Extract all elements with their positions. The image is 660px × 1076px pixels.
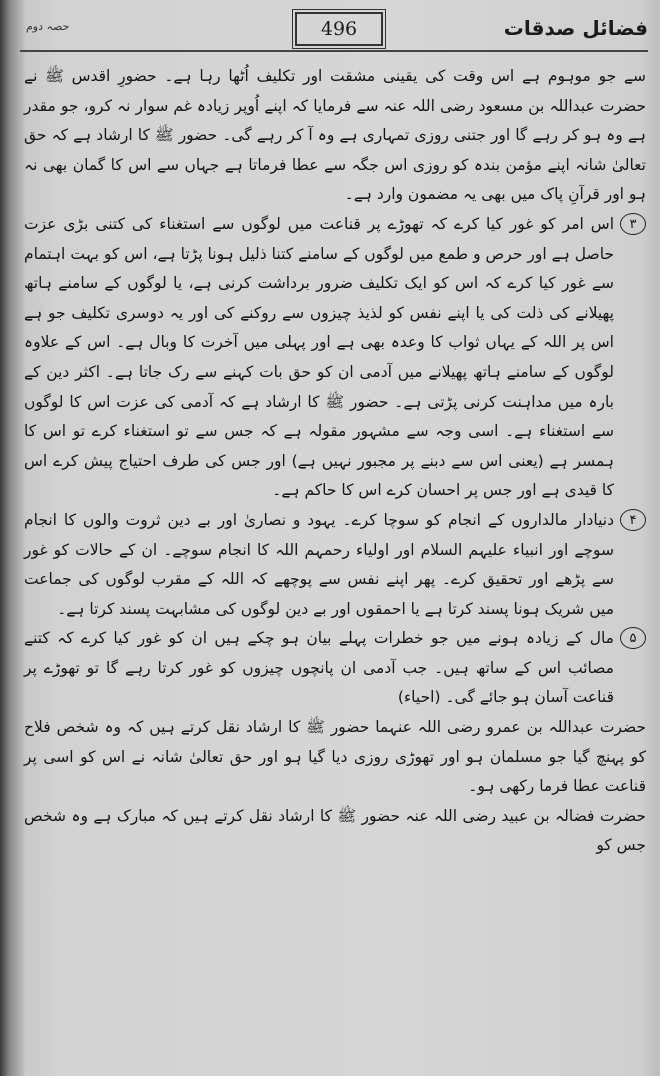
point-text: دنیادار مالداروں کے انجام کو سوچا کرے۔ یہود و نصاریٰ اور بے دین ثروت والوں کا انجام سوچے اور انبیاء علیہم السلام اور اولیاء رحمہم اللہ کا انجام سوچے۔ ان کے حالات کو غور سے پڑھے اور تحقیق کرے۔ پھر اپنے نفس سے پوچھے کہ اللہ کے مقرب لوگوں کی جماعت میں شریک ہونا پسند کرتا ہے یا احمقوں اور بے دین لوگوں کی مشابہت پسند کرتا ہے۔ <box>24 510 614 618</box>
header-divider <box>20 50 648 52</box>
point-5 <box>24 624 646 713</box>
point-3 <box>24 210 646 506</box>
part-label: حصہ دوم <box>26 20 70 33</box>
page-number: 496 <box>295 12 383 46</box>
running-title: فضائل صدقات <box>503 16 648 40</box>
point-4 <box>24 506 646 624</box>
hadith-paragraph-1: حضرت عبداللہ بن عمرو رضی اللہ عنہما حضور ﷺ کا ارشاد نقل کرتے ہیں کہ وہ شخص فلاح کو پہنچ گیا جو مسلمان ہو اور تھوڑی روزی دیا گیا ہو اور حق تعالیٰ شانہ نے اس کو اسی پر قناعت عطا فرما رکھی ہو۔ <box>24 718 646 796</box>
hadith-paragraph-2: حضرت فضالہ بن عبید رضی اللہ عنہ حضور ﷺ کا ارشاد نقل کرتے ہیں کہ مبارک ہے وہ شخص جس کو <box>24 806 646 855</box>
intro-paragraph: سے جو موہوم ہے اس وقت کی یقینی مشقت اور تکلیف اُٹھا رہا ہے۔ حضورِ اقدس ﷺ نے حضرت عبداللہ بن مسعود رضی اللہ عنہ سے فرمایا کہ اپنے اُوپر زیادہ غم سوار نہ کرو، جو مقدر ہے وہ ہو کر رہے گا اور جتنی روزی تمہاری ہے وہ آ کر رہے گی۔ حضور ﷺ کا ارشاد ہے کہ حق تعالیٰ شانہ اپنے مؤمن بندہ کو روزی اس جگہ سے عطا فرماتا ہے جہاں سے اس کا گمان بھی نہ ہو اور قرآنِ پاک میں بھی یہ مضمون وارد ہے۔ <box>24 67 646 204</box>
page-body <box>24 62 646 861</box>
point-text: مال کے زیادہ ہونے میں جو خطرات پہلے بیان ہو چکے ہیں ان کو غور کیا کرے کہ کتنے مصائب اس کے ساتھ ہیں۔ جب آدمی ان پانچوں چیزوں کو غور کرتا رہے گا تو تھوڑے پر قناعت آسان ہو جائے گی۔ (احیاء) <box>24 629 614 707</box>
point-number: ۴ <box>620 509 646 531</box>
point-number: ۳ <box>620 213 646 235</box>
point-number: ۵ <box>620 627 646 649</box>
point-text: اس امر کو غور کیا کرے کہ تھوڑے پر قناعت میں لوگوں سے استغناء کی کتنی بڑی عزت حاصل ہے اور حرص و طمع میں لوگوں کے سامنے کتنا ذلیل ہونا پڑتا ہے، اس کو بہت اہتمام سے غور کیا کرے کہ اس کو ایک تکلیف ضرور برداشت کرنی ہے، یا لوگوں کے سامنے ہاتھ پھیلانے کی ذلت کی یا اپنے نفس کو لذیذ چیزوں سے روکنے کی اور یہ دوسری تکلیف جو ہے اس پر اللہ کے یہاں ثواب کا وعدہ بھی ہے اور پہلی میں آخرت کا وبال ہے۔ اس کے علاوہ لوگوں کے سامنے ہاتھ پھیلانے میں آدمی ان کو حق بات کہنے سے رک جاتا ہے۔ اکثر دین کے بارہ میں مداہنت کرنی پڑتی ہے۔ حضور ﷺ کا ارشاد ہے کہ آدمی کی عزت اس کا لوگوں سے استغناء ہے۔ اسی وجہ سے مشہور مقولہ ہے کہ جس سے تو استغناء کرے تو اس کا ہمسر ہے (یعنی اس سے دبنے پر مجبور نہیں ہے) اور جس کی طرف احتیاج پیش کرے اس کا قیدی ہے اور جس پر احسان کرے اس کا حاکم ہے۔ <box>24 214 614 500</box>
page-header <box>20 8 648 54</box>
